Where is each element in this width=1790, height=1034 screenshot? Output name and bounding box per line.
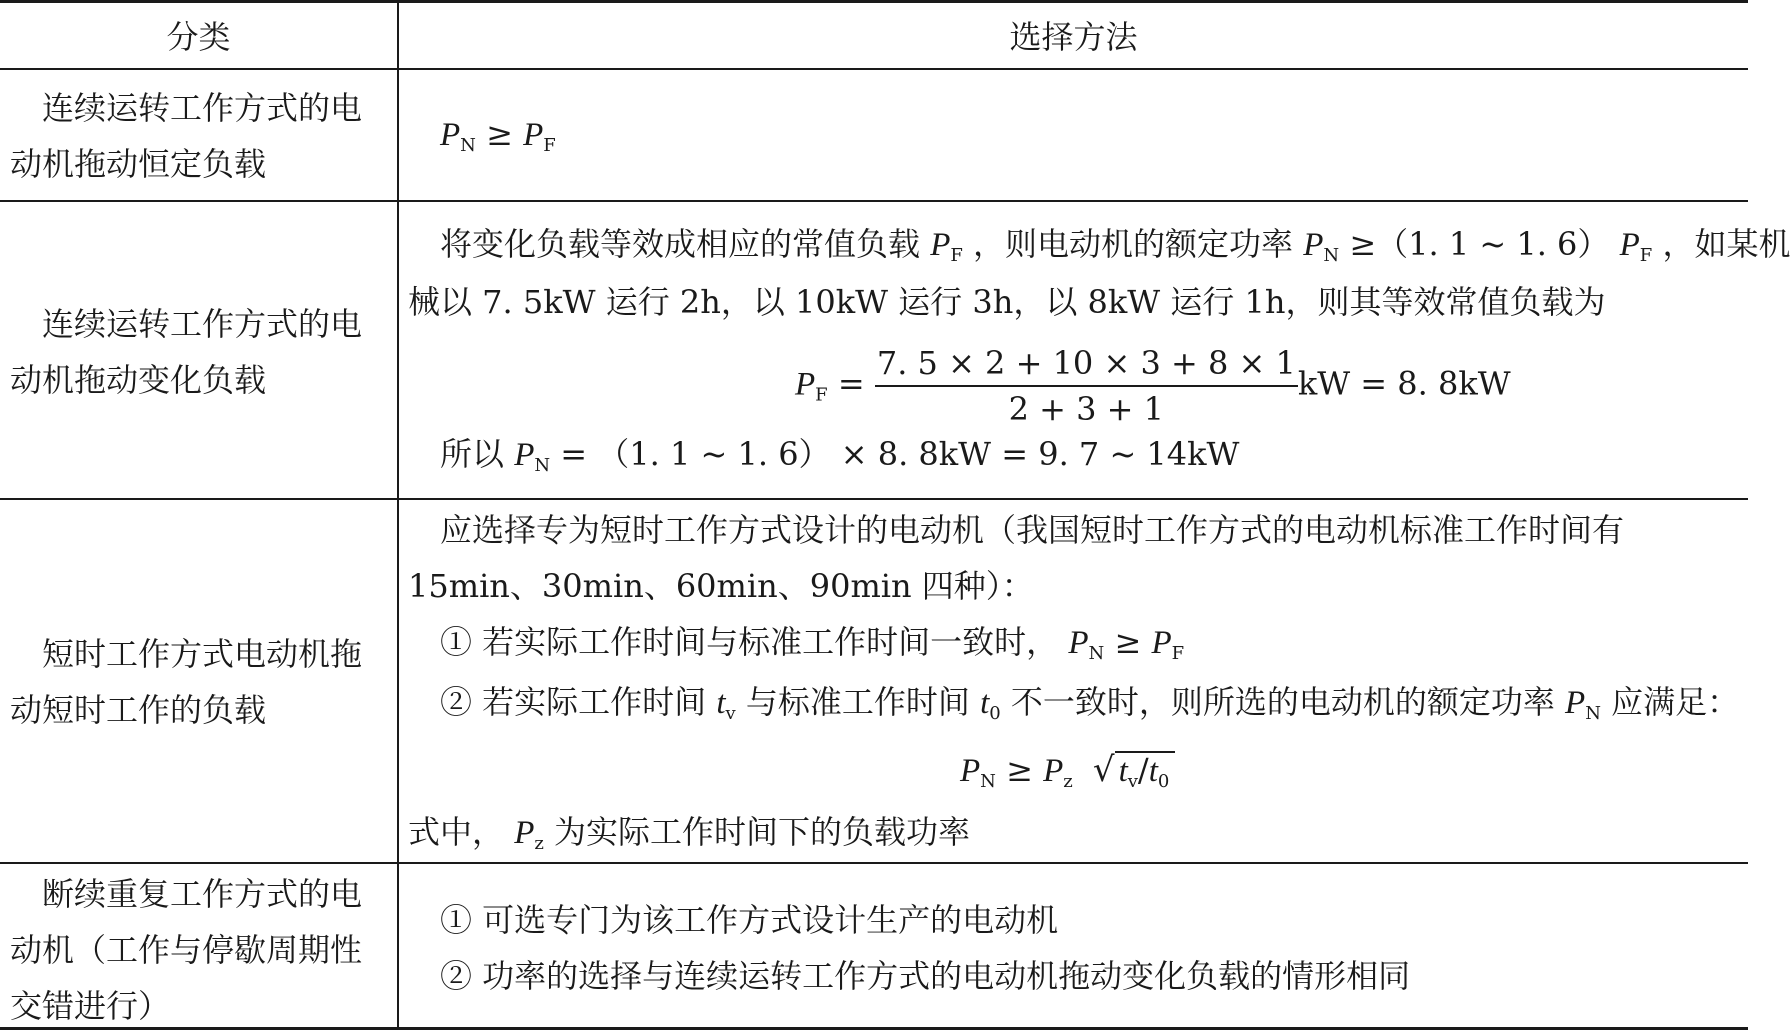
formula-denominator: 2 + 3 + 1 bbox=[1008, 390, 1165, 428]
row4-item1: ① 可选专门为该工作方式设计生产的电动机 bbox=[440, 901, 1059, 939]
table-top-rule bbox=[0, 0, 1748, 3]
row-rule-1 bbox=[0, 200, 1748, 202]
row2-category: 连续运转工作方式的电动机拖动变化负载 bbox=[10, 305, 363, 399]
row3-note: 式中， $P_z$ 为实际工作时间下的负载功率 bbox=[408, 813, 971, 854]
row4-category: 断续重复工作方式的电动机（工作与停歇周期性交错进行） bbox=[10, 875, 363, 1025]
row-rule-2 bbox=[0, 498, 1748, 500]
row-rule-3 bbox=[0, 862, 1748, 864]
radical-sign: √ bbox=[1092, 750, 1115, 790]
row2-formula: $P_F$ = $\frac{7. 5 \times 2 + 10 \times 3 + 8 \times 1}{2 + 3 + 1}$ kW = 8. 8kW bbox=[795, 344, 1511, 428]
row4-item2: ② 功率的选择与连续运转工作方式的电动机拖动变化负载的情形相同 bbox=[440, 957, 1411, 995]
row1-category: 连续运转工作方式的电动机拖动恒定负载 bbox=[10, 89, 363, 183]
row2-line1: 将变化负载等效成相应的常值负载 $P_F$ ，则电动机的额定功率 $P_N \ge(1$. 1 ~ 1. 6） $P_F$ ，如某机 bbox=[440, 225, 1790, 266]
header-category: 分类 bbox=[166, 18, 231, 56]
header-method: 选择方法 bbox=[1009, 18, 1138, 56]
row2-line2: 械以 7. 5kW 运行 2h，以 10kW 运行 3h，以 8kW 运行 1h，则其等效常值负载为 bbox=[408, 283, 1606, 321]
row3-item1: ① 若实际工作时间与标准工作时间一致时， $P_N \ge P_F$ bbox=[440, 623, 1185, 664]
header-rule bbox=[0, 68, 1748, 70]
radicand: $t_v/t_0$ bbox=[1115, 751, 1176, 788]
formula-numerator: 7. 5 × 2 + 10 × 3 + 8 × 1 bbox=[875, 343, 1298, 387]
row3-line2: 15min、30min、60min、90min 四种）： bbox=[408, 567, 1034, 605]
row2-conclusion: 所以 $P_N = (1$. 1 ~ 1. 6） × 8. 8kW = 9. 7 ~ 14kW bbox=[440, 435, 1240, 476]
row1-method: $P_N \ge P_F$ bbox=[440, 115, 556, 156]
row3-formula: $P_N \ge P_z$ √ $t_v/t_0$ bbox=[960, 750, 1175, 791]
column-divider bbox=[397, 3, 399, 1027]
row3-item2: ② 若实际工作时间 $t_v$ 与标准工作时间 $t_0$ 不一致时，则所选的电动机的额定功率 $P_N$ 应满足： bbox=[440, 683, 1740, 724]
row3-category: 短时工作方式电动机拖动短时工作的负载 bbox=[10, 635, 363, 729]
row3-line1: 应选择专为短时工作方式设计的电动机（我国短时工作方式的电动机标准工作时间有 bbox=[440, 511, 1625, 549]
